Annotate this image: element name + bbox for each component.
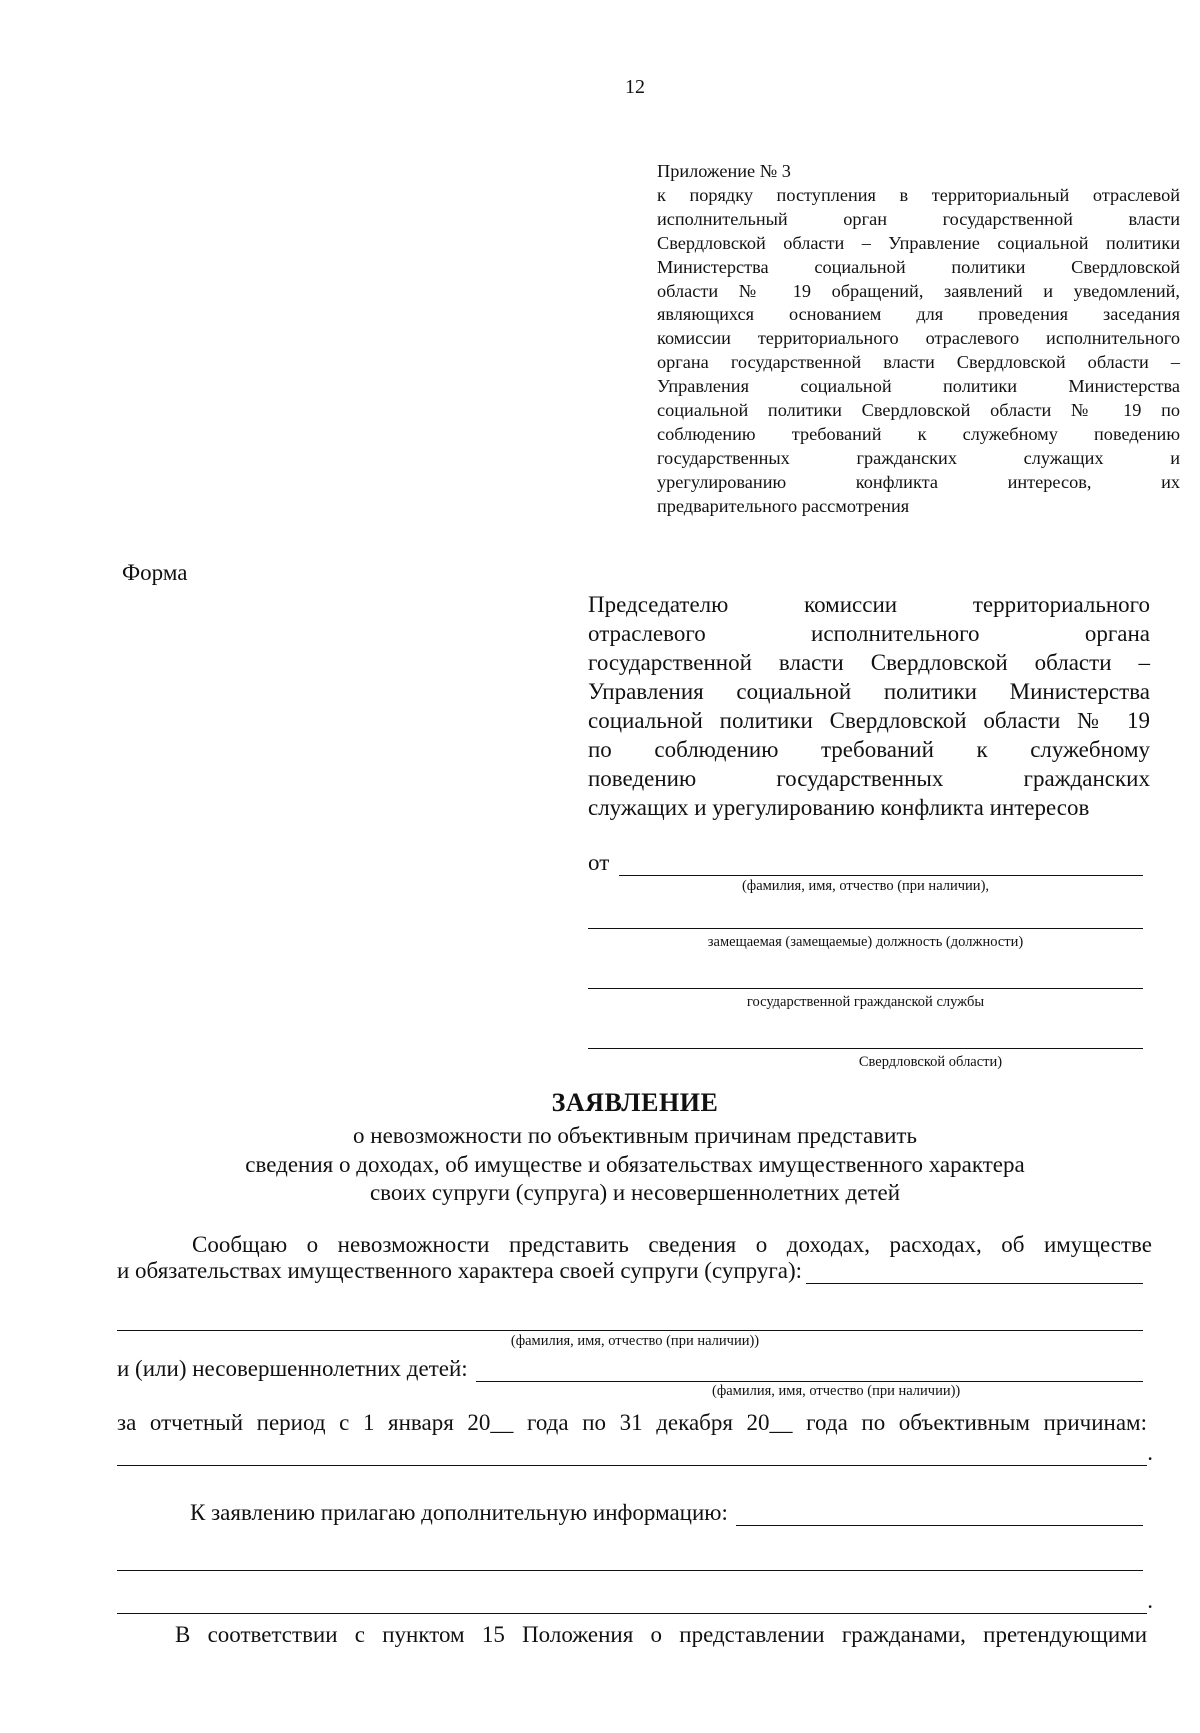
paragraph-line-2: и обязательствах имущественного характера своей супруги (супруга): [117, 1258, 803, 1283]
addressee-line: социальной политики Свердловской области № 19 [588, 708, 1150, 733]
appendix-line: государственных гражданских служащих и [657, 447, 1180, 468]
paragraph-line-2-row [117, 1258, 1143, 1284]
appendix-line: предварительного рассмотрения [657, 495, 910, 516]
spouse-name-field-start[interactable] [806, 1261, 1143, 1284]
attach-dot: . [1147, 1588, 1153, 1613]
from-caption-region: Свердловской области) [858, 1054, 1003, 1070]
appendix-line: урегулированию конфликта интересов, их [657, 471, 1180, 492]
addressee-line: служащих и урегулированию конфликта интересов [588, 795, 1090, 820]
last-paragraph-line: В соответствии с пунктом 15 Положения о представлении гражданами, претендующими [175, 1622, 1147, 1647]
subtitle-line: сведения о доходах, об имуществе и обязательствах имущественного характера [245, 1151, 1025, 1177]
subtitle-line: своих супруги (супруга) и несовершеннолетних детей [369, 1180, 901, 1205]
from-caption-name: (фамилия, имя, отчество (при наличии), [741, 878, 990, 894]
region-field[interactable] [588, 1028, 1143, 1049]
document-subtitle [0, 1122, 1200, 1208]
appendix-line: Свердловской области – Управление социальной политики [657, 232, 1180, 253]
children-label: и (или) несовершеннолетних детей: [117, 1356, 468, 1381]
appendix-line: являющихся основанием для проведения заседания [657, 304, 1180, 325]
period-line: за отчетный период с 1 января 20__ года по 31 декабря 20__ года по объективным причинам: [117, 1410, 1147, 1435]
appendix-line: Приложение № 3 [657, 161, 791, 181]
form-label: Форма [122, 560, 188, 585]
appendix-block [657, 160, 1180, 519]
from-prefix: от [588, 850, 610, 875]
page-number: 12 [625, 76, 645, 98]
spouse-caption: (фамилия, имя, отчество (при наличии)) [510, 1333, 760, 1349]
attach-field-start[interactable] [736, 1503, 1143, 1526]
reasons-field[interactable] [117, 1441, 1147, 1466]
attach-row [190, 1500, 1143, 1526]
civil-service-field[interactable] [588, 968, 1143, 989]
appendix-line: к порядку поступления в территориальный отраслевой [657, 184, 1180, 205]
appendix-line: социальной политики Свердловской области № 19 по [657, 400, 1180, 421]
paragraph-line-1: Сообщаю о невозможности представить сведения о доходах, расходах, об имуществе [192, 1232, 1152, 1257]
appendix-line: органа государственной власти Свердловской области – [657, 352, 1180, 373]
appendix-line: Министерства социальной политики Свердловской [657, 256, 1180, 277]
appendix-line: области № 19 обращений, заявлений и уведомлений, [657, 280, 1180, 301]
addressee-line: по соблюдению требований к служебному [588, 737, 1150, 762]
addressee-line: поведению государственных гражданских [588, 766, 1150, 791]
children-caption: (фамилия, имя, отчество (при наличии)) [712, 1383, 961, 1399]
position-field[interactable] [588, 908, 1143, 929]
document-title: ЗАЯВЛЕНИЕ [551, 1088, 719, 1117]
children-name-field[interactable] [476, 1359, 1143, 1382]
children-row [117, 1356, 1143, 1382]
subtitle-line: о невозможности по объективным причинам представить [353, 1123, 917, 1148]
reasons-dot: . [1147, 1440, 1153, 1465]
appendix-line: соблюдению требований к служебному поведению [657, 423, 1180, 444]
attach-field-line-3[interactable] [117, 1589, 1147, 1614]
attach-row-3 [117, 1588, 1153, 1614]
from-name-field[interactable] [619, 855, 1143, 876]
addressee-line: отраслевого исполнительного органа [588, 621, 1150, 646]
attach-field-line-2[interactable] [117, 1548, 1143, 1571]
addressee-line: Управления социальной политики Министерства [588, 679, 1150, 704]
appendix-line: исполнительный орган государственной власти [657, 208, 1180, 229]
from-caption-position: замещаемая (замещаемые) должность (должности) [707, 934, 1024, 950]
reasons-row [117, 1440, 1153, 1466]
addressee-line: Председателю комиссии территориального [588, 592, 1150, 617]
addressee-block [588, 590, 1150, 822]
from-row [588, 850, 1143, 876]
addressee-line: государственной власти Свердловской области – [588, 650, 1150, 675]
from-caption-service: государственной гражданской службы [746, 994, 985, 1010]
attach-label: К заявлению прилагаю дополнительную информацию: [190, 1500, 728, 1525]
spouse-name-field[interactable] [117, 1308, 1143, 1331]
appendix-line: комиссии территориального отраслевого исполнительного [657, 328, 1180, 349]
appendix-line: Управления социальной политики Министерства [657, 376, 1180, 397]
